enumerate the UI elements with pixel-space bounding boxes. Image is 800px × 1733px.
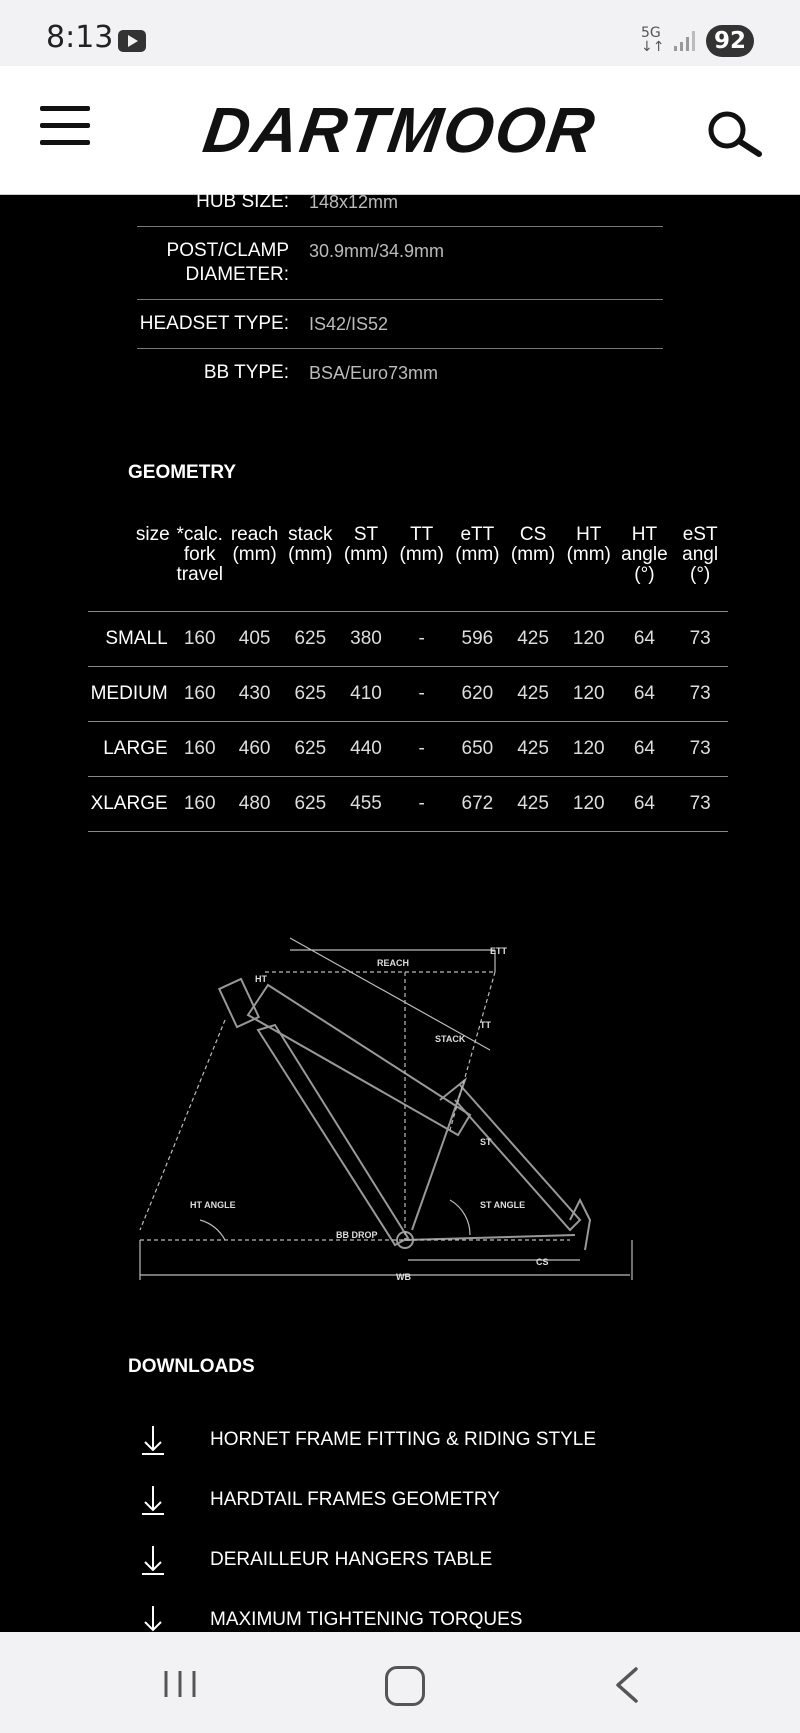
- table-cell: 620: [450, 667, 506, 722]
- table-cell: 625: [282, 777, 338, 832]
- download-arrow-icon: [128, 1424, 172, 1456]
- table-cell: 73: [672, 722, 728, 777]
- column-header: TT (mm): [399, 524, 444, 565]
- column-header: ST (mm): [343, 524, 389, 565]
- diagram-label-bb-drop: BB DROP: [336, 1230, 378, 1240]
- table-cell: 73: [672, 612, 728, 667]
- frame-geometry-diagram: [140, 930, 660, 1290]
- table-cell: 672: [450, 777, 506, 832]
- table-header-row: [88, 525, 728, 612]
- download-label: MAXIMUM TIGHTENING TORQUES: [210, 1609, 523, 1630]
- table-row: [88, 722, 728, 777]
- status-time: 8:13: [46, 20, 114, 55]
- spec-label: BB TYPE:: [203, 362, 289, 383]
- geometry-table-container[interactable]: [88, 524, 719, 832]
- spec-label: HUB SIZE:: [196, 191, 289, 212]
- table-cell: 625: [282, 722, 338, 777]
- diagram-label-tt: TT: [480, 1020, 491, 1030]
- spec-row-headset: [137, 300, 663, 349]
- table-cell: 430: [227, 667, 283, 722]
- network-indicator: 5G ↓↑: [641, 25, 665, 55]
- column-header: stack (mm): [288, 524, 333, 565]
- table-cell: 380: [338, 612, 394, 667]
- download-label: HORNET FRAME FITTING & RIDING STYLE: [210, 1429, 597, 1450]
- diagram-label-ht: HT: [255, 974, 267, 984]
- table-cell: 160: [173, 777, 227, 832]
- spec-value: IS42/IS52: [309, 314, 389, 334]
- downloads-heading: DOWNLOADS: [128, 1356, 255, 1377]
- table-cell: 160: [173, 722, 227, 777]
- column-header: eST angl (°): [682, 524, 719, 585]
- table-cell: 120: [561, 667, 617, 722]
- table-cell: 425: [505, 612, 561, 667]
- spec-value: BSA/Euro73mm: [309, 363, 439, 383]
- size-cell: XLARGE: [88, 777, 173, 832]
- table-cell: 160: [173, 612, 227, 667]
- diagram-label-st: ST: [480, 1137, 492, 1147]
- spec-label: POST/CLAMP DIAMETER:: [166, 240, 289, 285]
- home-icon[interactable]: [385, 1666, 425, 1706]
- spec-value: 148x12mm: [309, 192, 399, 212]
- specs-list: [137, 190, 663, 397]
- youtube-notification-icon: [118, 30, 146, 52]
- diagram-label-cs: CS: [536, 1257, 549, 1267]
- diagram-label-reach: REACH: [377, 958, 410, 968]
- dartmoor-logo[interactable]: [160, 94, 650, 164]
- column-header: *calc. fork travel: [176, 524, 223, 585]
- size-cell: MEDIUM: [88, 667, 173, 722]
- recent-apps-icon[interactable]: [163, 1669, 197, 1699]
- diagram-label-stack: STACK: [435, 1034, 466, 1044]
- column-header: CS (mm): [510, 524, 556, 565]
- table-cell: 120: [561, 777, 617, 832]
- download-label: DERAILLEUR HANGERS TABLE: [210, 1549, 493, 1570]
- table-row: [88, 667, 728, 722]
- hamburger-menu-icon[interactable]: [40, 106, 90, 146]
- geometry-table: [88, 525, 728, 832]
- download-label: HARDTAIL FRAMES GEOMETRY: [210, 1489, 500, 1510]
- diagram-label-st-angle: ST ANGLE: [480, 1200, 526, 1210]
- table-cell: 425: [505, 667, 561, 722]
- table-cell: 650: [450, 722, 506, 777]
- spec-row-post-clamp: [137, 227, 663, 300]
- site-header: [0, 66, 800, 195]
- back-icon[interactable]: [612, 1666, 642, 1704]
- logo-text: DARTMOOR: [199, 94, 601, 166]
- table-row: [88, 777, 728, 832]
- table-cell: 440: [338, 722, 394, 777]
- diagram-label-wb: WB: [396, 1272, 411, 1282]
- table-cell: 625: [282, 612, 338, 667]
- download-item[interactable]: [128, 1410, 688, 1470]
- table-cell: 64: [617, 722, 673, 777]
- column-header: HT angle (°): [621, 524, 668, 585]
- spec-row-bb-type: [137, 349, 663, 397]
- column-header: eTT (mm): [455, 524, 500, 565]
- battery-indicator: 92: [706, 25, 754, 57]
- download-arrow-icon: [128, 1544, 172, 1576]
- table-cell: -: [394, 722, 450, 777]
- spec-label: HEADSET TYPE:: [139, 313, 289, 334]
- column-header: HT (mm): [566, 524, 611, 565]
- table-cell: 425: [505, 777, 561, 832]
- table-cell: 73: [672, 777, 728, 832]
- geometry-heading: GEOMETRY: [128, 462, 237, 483]
- spec-value: 30.9mm/34.9mm: [309, 241, 445, 261]
- table-cell: 160: [173, 667, 227, 722]
- table-cell: -: [394, 667, 450, 722]
- table-cell: 64: [617, 777, 673, 832]
- table-cell: -: [394, 612, 450, 667]
- system-nav-bar: [0, 1632, 800, 1733]
- size-cell: LARGE: [88, 722, 173, 777]
- download-item[interactable]: [128, 1470, 688, 1530]
- table-cell: 64: [617, 667, 673, 722]
- table-cell: 410: [338, 667, 394, 722]
- table-cell: 596: [450, 612, 506, 667]
- download-item[interactable]: [128, 1530, 688, 1590]
- table-row: [88, 612, 728, 667]
- table-cell: 64: [617, 612, 673, 667]
- table-cell: 455: [338, 777, 394, 832]
- table-cell: 120: [561, 612, 617, 667]
- network-type: 5G: [641, 25, 661, 41]
- table-cell: 73: [672, 667, 728, 722]
- table-cell: -: [394, 777, 450, 832]
- column-header: reach (mm): [230, 524, 279, 565]
- signal-icon: [673, 30, 695, 52]
- table-cell: 625: [282, 667, 338, 722]
- size-cell: SMALL: [88, 612, 173, 667]
- spec-row-hub-size: [137, 190, 663, 227]
- column-header: size: [135, 524, 170, 545]
- table-cell: 120: [561, 722, 617, 777]
- table-cell: 460: [227, 722, 283, 777]
- diagram-label-ett: ETT: [490, 946, 507, 956]
- search-icon[interactable]: [705, 108, 763, 156]
- table-cell: 480: [227, 777, 283, 832]
- table-cell: 405: [227, 612, 283, 667]
- download-arrow-icon: [128, 1484, 172, 1516]
- downloads-list: [128, 1410, 688, 1650]
- diagram-label-ht-angle: HT ANGLE: [190, 1200, 236, 1210]
- table-cell: 425: [505, 722, 561, 777]
- status-bar: [0, 0, 800, 66]
